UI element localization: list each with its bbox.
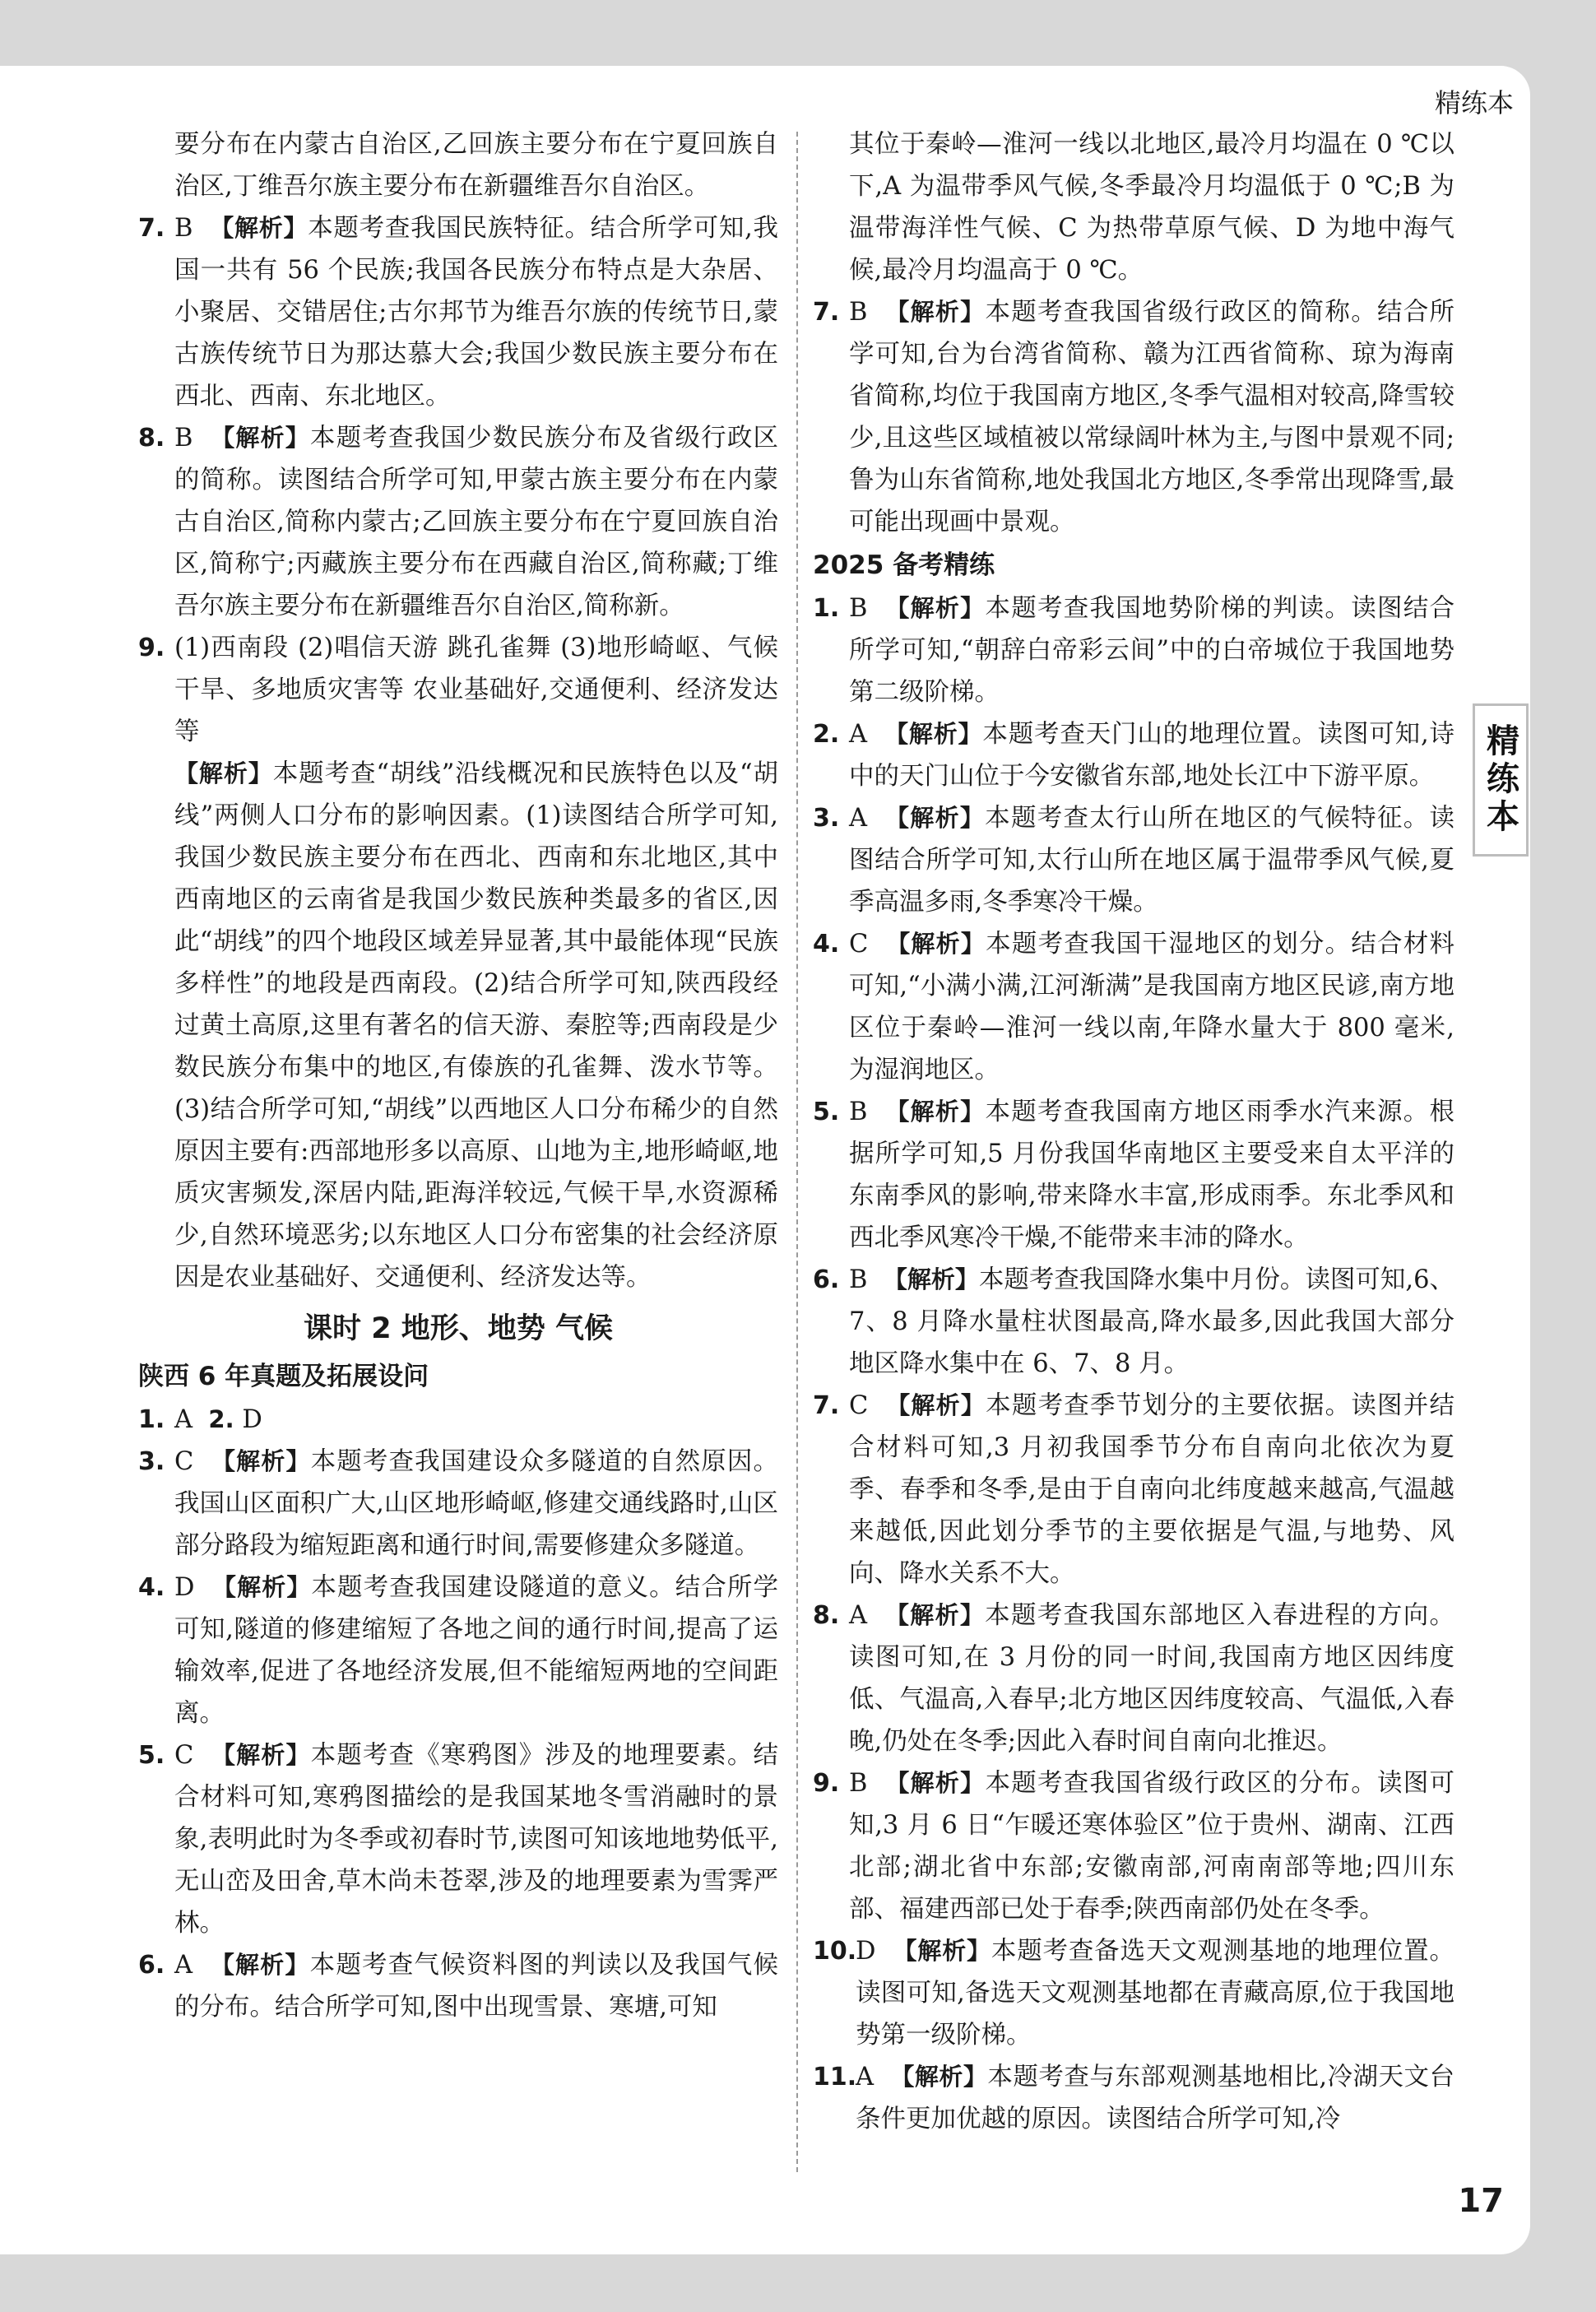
analysis-text: 本题考查我国降水集中月份。读图可知,6、7、8 月降水量柱状图最高,降水最多,因此我国大部分地区降水集中在 6、7、8 月。 [849,1265,1454,1378]
answer-item [138,1567,778,1734]
analysis-text: 本题考查我国建设众多隧道的自然原因。我国山区面积广大,山区地形崎岖,修建交通线路时,山区部分路段为缩短距离和通行时间,需要修建众多隧道。 [174,1447,778,1560]
analysis-text: 本题考查太行山所在地区的气候特征。读图结合所学可知,太行山所在地区属于温带季风气候,夏季高温多雨,冬季寒冷干燥。 [849,804,1454,917]
page-number: 17 [1458,2182,1504,2220]
item-number: 5. [813,1098,840,1126]
analysis-text: 本题考查《寒鸦图》涉及的地理要素。结合材料可知,寒鸦图描绘的是我国某地冬雪消融时的景象,表明此时为冬季或初春时节,读图可知该地地势低平,无山峦及田舍,草木尚未苍翠,涉及的地理要素为雪霁严林。 [174,1741,778,1938]
analysis-tag: 【解析】 [210,214,309,242]
analysis-text: 本题考查我国地势阶梯的判读。读图结合所学可知,“朝辞白帝彩云间”中的白帝城位于我国地势第二级阶梯。 [849,594,1454,707]
answer-letter: D [856,1937,876,1966]
item-number: 6. [138,1951,165,1980]
analysis-tag: 【解析】 [174,759,273,787]
item-number: 4. [813,930,840,959]
section-title: 2025 备考精练 [813,550,995,580]
answer-letter: D [242,1405,262,1434]
section-title: 陕西 6 年真题及拓展设问 [138,1362,429,1391]
analysis-tag: 【解析】 [885,804,986,832]
answer-item [813,587,1454,713]
analysis-tag: 【解析】 [211,1447,311,1475]
analysis-text: 本题考查我国南方地区雨季水汽来源。根据所学可知,5 月份我国华南地区主要受来自太平洋的东南季风的影响,带来降水丰富,形成雨季。东北季风和西北季风寒冷干燥,不能带来丰沛的降水。 [849,1098,1454,1252]
answer-letter: C [174,1447,194,1476]
item-number: 5. [138,1741,165,1770]
item-number: 3. [138,1447,165,1476]
analysis-text: 本题考查我国干湿地区的划分。结合材料可知,“小满小满,江河渐满”是我国南方地区民谚,南方地区位于秦岭—淮河一线以南,年降水量大于 800 毫米,为湿润地区。 [849,930,1454,1084]
item-number: 1. [813,594,840,623]
item-number: 1. [138,1405,165,1434]
answer-item [813,923,1454,1091]
analysis-text: 本题考查“胡线”沿线概况和民族特色以及“胡线”两侧人口分布的影响因素。(1)读图结合所学可知,我国少数民族主要分布在西北、西南和东北地区,其中西南地区的云南省是我国少数民族种类最多的省区,因此“胡线”的四个地段区域差异显著,其中最能体现“民族多样性”的地段是西南段。(2)结合所学可知,陕西段经过黄土高原,这里有著名的信天游、秦腔等;西南段是少数民族分布集中的地区,有傣族的孔雀舞、泼水节等。(3)结合所学可知,“胡线”以西地区人口分布稀少的自然原因主要有:西部地形多以高原、山地为主,地形崎岖,地质灾害频发,深居内陆,距海洋较远,气候干旱,水资源稀少,自然环境恶劣;以东地区人口分布密集的社会经济原因是农业基础好、交通便利、经济发达等。 [174,759,778,1292]
item-number: 6. [813,1265,840,1294]
answer-item [813,1259,1454,1385]
answer-item [138,1399,778,1441]
answer-item [813,1762,1454,1930]
analysis-text: 本题考查我国东部地区入春进程的方向。读图可知,在 3 月份的同一时间,我国南方地区因纬度低、气温高,入春早;北方地区因纬度较高、气温低,入春晚,仍处在冬季;因此入春时间自南向北推迟。 [849,1601,1454,1756]
item-number: 10. [813,1937,857,1966]
answer-letter: B [849,1769,868,1798]
item-number: 4. [138,1573,165,1602]
lesson-title: 课时 2 地形、地势 气候 [304,1312,613,1345]
analysis-tag: 【解析】 [885,1769,986,1797]
analysis-tag: 【解析】 [885,1601,986,1629]
analysis-tag: 【解析】 [885,594,986,622]
continued-text: 其位于秦岭—淮河一线以北地区,最冷月均温在 0 ℃以下,A 为温带季风气候,冬季最冷月均温低于 0 ℃;B 为温带海洋性气候、C 为热带草原气候、D 为地中海气候,最冷月均温高于 0 ℃。 [849,130,1454,285]
answer-letter: B [849,594,868,623]
left-column [138,123,778,2172]
analysis-tag: 【解析】 [212,1573,312,1601]
answer-item [138,1944,778,2028]
analysis-tag: 【解析】 [211,1741,311,1769]
analysis-text: 本题考查季节划分的主要依据。读图并结合材料可知,3 月初我国季节分布自南向北依次为夏季、春季和冬季,是由于自南向北纬度越来越高,气温越来越低,因此划分季节的主要依据是气温,与地势、风向、降水关系不大。 [849,1391,1454,1588]
answer-item [138,417,778,627]
answer-item [813,797,1454,923]
analysis-tag: 【解析】 [884,720,983,748]
analysis-tag: 【解析】 [883,1265,979,1293]
analysis-tag: 【解析】 [210,1951,310,1979]
answer-item [813,291,1454,543]
analysis-tag: 【解析】 [885,1098,986,1126]
analysis-tag: 【解析】 [890,2063,988,2091]
analysis-text: 本题考查我国少数民族分布及省级行政区的简称。读图结合所学可知,甲蒙古族主要分布在内蒙古自治区,简称内蒙古;乙回族主要分布在宁夏回族自治区,简称宁;丙藏族主要分布在西藏自治区,简称藏;丁维吾尔族主要分布在新疆维吾尔自治区,简称新。 [174,424,778,620]
answer-letter: D [174,1573,195,1602]
header-label: 精练本 [1434,87,1514,118]
item-number: 3. [813,804,840,833]
analysis-text: 本题考查我国建设隧道的意义。结合所学可知,隧道的修建缩短了各地之间的通行时间,提高了运输效率,促进了各地经济发展,但不能缩短两地的空间距离。 [174,1573,778,1728]
answer-letter: A [856,2063,875,2091]
analysis-tag: 【解析】 [893,1937,991,1965]
answer-letter: A [849,1601,868,1630]
answer-letter: B [849,1098,868,1126]
answer-letter: B [849,298,868,327]
analysis-tag: 【解析】 [886,1391,986,1419]
side-tab: 精练本 [1473,703,1529,857]
item-number: 8. [138,424,165,453]
analysis-tag: 【解析】 [211,424,310,452]
answer-item [813,1930,1454,2056]
analysis-text: 本题考查我国省级行政区的分布。读图可知,3 月 6 日“乍暖还寒体验区”位于贵州、湖南、江西北部;湖北省中东部;安徽南部,河南南部等地;四川东部、福建西部已处于春季;陕西南部仍处在冬季。 [849,1769,1454,1924]
answer-letter: A [849,804,868,833]
item-number: 7. [813,1391,840,1420]
answer-letter: A [174,1405,193,1434]
answer-letter: A [849,720,868,749]
analysis-text: 本题考查备选天文观测基地的地理位置。读图可知,备选天文观测基地都在青藏高原,位于我国地势第一级阶梯。 [856,1937,1454,2050]
answer-item [813,1595,1454,1762]
answer-item [138,1734,778,1944]
analysis-text: 本题考查与东部观测基地相比,冷湖天文台条件更加优越的原因。读图结合所学可知,冷 [856,2063,1454,2133]
continued-text: 要分布在内蒙古自治区,乙回族主要分布在宁夏回族自治区,丁维吾尔族主要分布在新疆维吾尔自治区。 [174,130,778,201]
answer-letter: C [849,930,869,959]
answer-item [813,1385,1454,1595]
item-number: 2. [208,1405,234,1433]
item-number: 9. [138,634,165,662]
answer-item [138,1441,778,1567]
answer-item [138,627,778,753]
answer-letter: B [849,1265,868,1294]
item-number: 9. [813,1769,840,1798]
item-number: 11. [813,2063,857,2091]
column-divider [796,132,798,2172]
answer-letter: C [849,1391,869,1420]
analysis-tag: 【解析】 [886,930,986,958]
answer-letter: B [174,214,193,243]
analysis-tag: 【解析】 [885,298,986,326]
item-number: 7. [138,214,165,243]
item-number: 8. [813,1601,840,1630]
analysis-text: 本题考查天门山的地理位置。读图可知,诗中的天门山位于今安徽省东部,地处长江中下游平原。 [849,720,1454,791]
answer-text: (1)西南段 (2)唱信天游 跳孔雀舞 (3)地形崎岖、气候干旱、多地质灾害等 农业基础好,交通便利、经济发达等 [174,634,778,746]
analysis-paragraph [138,753,778,1298]
answer-list [813,587,1454,2140]
analysis-text: 本题考查气候资料图的判读以及我国气候的分布。结合所学可知,图中出现雪景、寒塘,可知 [174,1951,778,2022]
analysis-text: 本题考查我国省级行政区的简称。结合所学可知,台为台湾省简称、赣为江西省简称、琼为海南省简称,均位于我国南方地区,冬季气温相对较高,降雪较少,且这些区域植被以常绿阔叶林为主,与图中景观不同;鲁为山东省简称,地处我国北方地区,冬季常出现降雪,最可能出现画中景观。 [849,298,1454,536]
item-number: 2. [813,720,840,749]
answer-letter: C [174,1741,194,1770]
answer-letter: B [174,424,193,453]
answer-item [138,207,778,417]
answer-item [813,2056,1454,2140]
answer-item [813,713,1454,797]
right-column [813,123,1454,2172]
answer-item [813,1091,1454,1259]
answer-letter: A [174,1951,193,1980]
analysis-text: 本题考查我国民族特征。结合所学可知,我国一共有 56 个民族;我国各民族分布特点是大杂居、小聚居、交错居住;古尔邦节为维吾尔族的传统节日,蒙古族传统节日为那达慕大会;我国少数民族主要分布在西北、西南、东北地区。 [174,214,778,411]
item-number: 7. [813,298,840,327]
